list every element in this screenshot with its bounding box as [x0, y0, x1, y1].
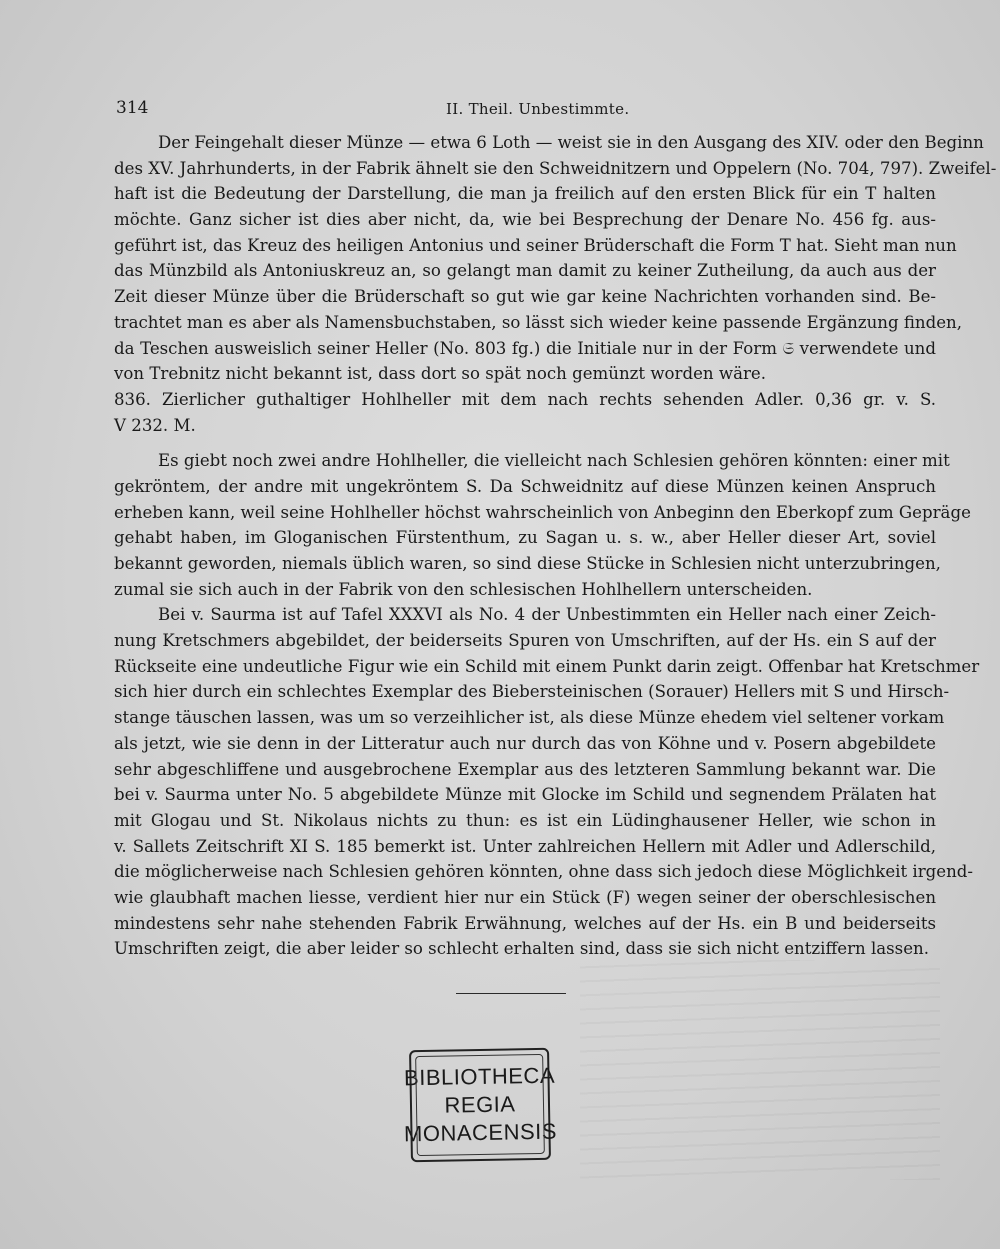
text-line: Der Feingehalt dieser Münze — etwa 6 Loth — weist sie in den Ausgang des XIV. oder den Beginn: [158, 133, 984, 152]
stamp-line: BIBLIOTHECA: [403, 1062, 556, 1091]
text-line: haft ist die Bedeutung der Darstellung, die man ja freilich auf den ersten Blick für ein T halten: [114, 184, 936, 204]
text-line: von Trebnitz nicht bekannt ist, dass dort so spät noch gemünzt worden wäre.: [114, 364, 767, 384]
text-line: mindestens sehr nahe stehenden Fabrik Erwähnung, welches auf der Hs. ein B und beiderseits: [114, 913, 936, 933]
section-divider: [456, 993, 566, 994]
text-line: Es giebt noch zwei andre Hohlheller, die vielleicht nach Schlesien gehören könnten: einer mit: [158, 451, 950, 471]
text-line: möchte. Ganz sicher ist dies aber nicht, da, wie bei Besprechung der Denare No. 456 fg. aus-: [114, 210, 936, 230]
page-header: [116, 98, 936, 124]
running-title: II. Theil. Unbestimmte.: [446, 100, 630, 118]
catalog-entry-line: V 232. M.: [114, 415, 196, 435]
text-line: trachtet man es aber als Namensbuchstaben, so lässt sich wieder keine passende Ergänzung finden,: [114, 312, 963, 332]
text-line: geführt ist, das Kreuz des heiligen Antonius und seiner Brüderschaft die Form T hat. Sieht man nun: [114, 235, 957, 255]
text-line: stange täuschen lassen, was um so verzeihlicher ist, als diese Münze ehedem viel seltener vorkam: [114, 708, 945, 728]
text-line: da Teschen ausweislich seiner Heller (No. 803 fg.) die Initiale nur in der Form 𝔖 verwendete und: [114, 338, 936, 358]
text-line: Zeit dieser Münze über die Brüderschaft so gut wie gar keine Nachrichten vorhanden sind. Be-: [114, 287, 936, 307]
library-stamp: [403, 1048, 558, 1162]
text-line: gekröntem, der andre mit ungekröntem S. Da Schweidnitz auf diese Münzen keinen Anspruch: [114, 476, 936, 496]
text-line: wie glaubhaft machen liesse, verdient hier nur ein Stück (F) wegen seiner der oberschlesischen: [114, 887, 936, 907]
text-line: des XV. Jahrhunderts, in der Fabrik ähnelt sie den Schweidnitzern und Oppelern (No. 704, 797). Zweifel-: [114, 158, 997, 178]
text-line: als jetzt, wie sie denn in der Litteratur auch nur durch das von Köhne und v. Posern abgebildete: [114, 733, 936, 753]
text-line: bekannt geworden, niemals üblich waren, so sind diese Stücke in Schlesien nicht unterzubringen,: [114, 554, 941, 573]
body-text: [114, 130, 997, 962]
stamp-line: MONACENSIS: [403, 1118, 558, 1147]
text-line: erheben kann, weil seine Hohlheller höchst wahrscheinlich von Anbeginn den Eberkopf zum Gepräge: [114, 502, 971, 522]
text-line: mit Glogau und St. Nikolaus nichts zu thun: es ist ein Lüdinghausener Heller, wie schon in: [114, 810, 936, 830]
stamp-line: REGIA: [444, 1091, 516, 1118]
text-line: zumal sie sich auch in der Fabrik von den schlesischen Hohlhellern unterscheiden.: [114, 579, 813, 599]
text-line: die möglicherweise nach Schlesien gehören könnten, ohne dass sich jedoch diese Möglichkeit irgend-: [114, 862, 974, 882]
text-line: Umschriften zeigt, die aber leider so schlecht erhalten sind, dass sie sich nicht entziffern lassen.: [114, 939, 929, 959]
text-line: sehr abgeschliffene und ausgebrochene Exemplar aus des letzteren Sammlung bekannt war. Die: [114, 759, 936, 779]
text-line: das Münzbild als Antoniuskreuz an, so gelangt man damit zu keiner Zutheilung, da auch aus der: [114, 261, 936, 281]
text-line: sich hier durch ein schlechtes Exemplar des Biebersteinischen (Sorauer) Hellers mit S und Hirsch-: [114, 682, 950, 702]
paragraph-gap: [114, 438, 936, 448]
text-line: bei v. Saurma unter No. 5 abgebildete Münze mit Glocke im Schild und segnendem Prälaten hat: [114, 785, 936, 805]
bleed-through-texture: [580, 960, 940, 1180]
catalog-entry-line: 836. Zierlicher guthaltiger Hohlheller mit dem nach rechts sehenden Adler. 0,36 gr. v. S.: [114, 389, 936, 409]
page-number: 314: [116, 98, 149, 118]
text-line: gehabt haben, im Gloganischen Fürstenthum, zu Sagan u. s. w., aber Heller dieser Art, soviel: [114, 528, 936, 548]
text-line: v. Sallets Zeitschrift XI S. 185 bemerkt ist. Unter zahlreichen Hellern mit Adler und Adlerschild,: [114, 836, 936, 856]
text-line: Bei v. Saurma ist auf Tafel XXXVI als No. 4 der Unbestimmten ein Heller nach einer Zeich-: [158, 605, 936, 625]
text-line: nung Kretschmers abgebildet, der beiderseits Spuren von Umschriften, auf der Hs. ein S auf der: [114, 631, 936, 651]
text-line: Rückseite eine undeutliche Figur wie ein Schild mit einem Punkt darin zeigt. Offenbar hat Kretschmer: [114, 656, 980, 676]
